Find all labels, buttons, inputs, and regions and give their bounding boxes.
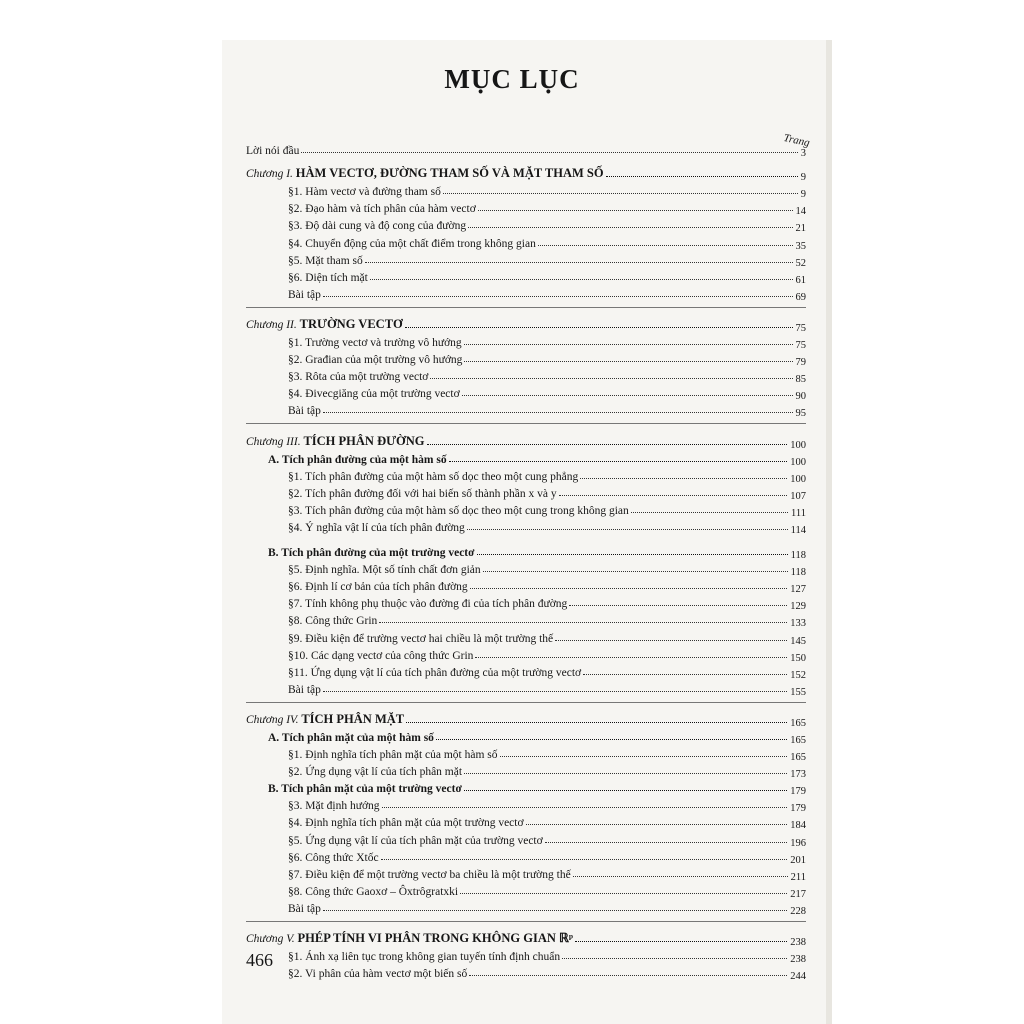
- dot-leader: [583, 673, 787, 675]
- toc-label-text: B. Tích phân đường của một trường vectơ: [268, 547, 475, 560]
- chapter-divider: [246, 307, 806, 308]
- toc-label: [268, 732, 434, 744]
- toc-label: [288, 633, 553, 645]
- toc-label-text: §11. Ứng dụng vật lí của tích phân đường của một trường vectơ: [288, 666, 582, 679]
- toc-label: [288, 488, 557, 500]
- toc-page: 184: [790, 820, 806, 832]
- toc-label-text: A. Tích phân mặt của một hàm số: [268, 732, 434, 744]
- toc-label: [288, 886, 458, 898]
- toc-page: 179: [790, 803, 806, 815]
- toc-entry: [246, 795, 806, 815]
- dot-leader: [323, 690, 787, 692]
- toc-label: [288, 817, 524, 829]
- toc-entry: [246, 744, 806, 764]
- toc-label-text: §7. Tính không phụ thuộc vào đường đi của tích phân đường: [288, 598, 568, 611]
- toc-chapter: [246, 164, 806, 184]
- toc-label: [288, 615, 377, 627]
- toc-label: [288, 598, 567, 610]
- toc-label-text: §3. Tích phân đường của một hàm số dọc theo một cung trong không gian: [288, 504, 629, 517]
- toc-page: 75: [795, 322, 806, 334]
- dot-leader: [427, 443, 788, 445]
- toc-label-text: Bài tập: [288, 902, 321, 915]
- toc-entry: [246, 963, 806, 983]
- dot-leader: [436, 738, 787, 740]
- dot-leader: [301, 151, 797, 153]
- toc-label: [288, 766, 462, 778]
- dot-leader: [477, 553, 788, 555]
- dot-leader: [500, 755, 788, 757]
- toc-page: 95: [795, 408, 806, 420]
- dot-leader: [545, 841, 788, 843]
- toc-label: [288, 371, 428, 383]
- toc-label: [288, 667, 581, 679]
- toc-entry: [246, 662, 806, 679]
- toc-label-text: Bài tập: [288, 405, 321, 418]
- toc-label-text: §7. Điều kiện để một trường vectơ ba chiều là một trường thế: [288, 868, 571, 881]
- toc-entry: [246, 250, 806, 267]
- dot-leader: [382, 806, 788, 808]
- toc-label: [288, 684, 321, 696]
- toc-label-text: §4. Định nghĩa tích phân mặt của một trường vectơ: [288, 817, 524, 830]
- dot-leader: [406, 721, 787, 723]
- toc-entry: [246, 761, 806, 781]
- toc-label-text: §1. Hàm vectơ và đường tham số: [288, 186, 441, 199]
- toc-label: [288, 388, 460, 400]
- toc-label: [268, 454, 447, 466]
- toc-page: 165: [790, 717, 806, 729]
- toc-page: 129: [790, 601, 806, 613]
- dot-leader: [475, 656, 787, 658]
- toc-page: 3: [800, 148, 806, 160]
- toc-entry: [246, 881, 806, 898]
- toc-entry: [246, 627, 806, 647]
- toc-label-text: §5. Định nghĩa. Một số tính chất đơn giản: [288, 564, 481, 577]
- toc-label-text: §4. Chuyển động của một chất điểm trong không gian: [288, 237, 536, 250]
- toc-page: 21: [795, 223, 806, 235]
- toc-label: [288, 852, 379, 864]
- toc-label-text: §5. Ứng dụng vật lí của tích phân mặt của trường vectơ: [288, 834, 543, 847]
- dot-leader: [467, 528, 788, 530]
- toc-label: [288, 951, 560, 963]
- toc-page: 201: [790, 854, 806, 866]
- toc-label: [288, 186, 441, 198]
- dot-leader: [606, 175, 798, 177]
- toc-entry: [246, 946, 806, 966]
- toc-page: 35: [795, 240, 806, 252]
- toc-label-text: §3. Độ dài cung và độ cong của đường: [288, 220, 467, 233]
- toc-page: 79: [795, 357, 806, 369]
- toc-label-text: PHÉP TÍNH VI PHÂN TRONG KHÔNG GIAN ℝᵖ: [297, 931, 573, 946]
- toc-label: [288, 835, 543, 847]
- toc-page: 173: [790, 769, 806, 781]
- chapter-prefix: Chương I.: [246, 168, 296, 181]
- toc-entry: [246, 332, 806, 352]
- toc-entry: [246, 284, 806, 301]
- toc-entry: [246, 679, 806, 696]
- toc-page: 196: [790, 837, 806, 849]
- toc-entry: [246, 181, 806, 201]
- toc-page: 165: [790, 752, 806, 764]
- toc-label: [288, 238, 536, 250]
- toc-label: [246, 317, 403, 332]
- dot-leader: [580, 477, 787, 479]
- toc-page: 9: [800, 172, 806, 184]
- toc-page: 133: [790, 618, 806, 630]
- toc-entry: [246, 500, 806, 517]
- dot-leader: [323, 411, 793, 413]
- toc-entry: [246, 645, 806, 662]
- toc-page: 61: [795, 274, 806, 286]
- chapter-prefix: Chương V.: [246, 933, 298, 946]
- dot-leader: [443, 192, 798, 194]
- toc-label-text: Bài tập: [288, 683, 321, 696]
- chapter-prefix: Chương IV.: [246, 713, 302, 726]
- toc-label: [288, 354, 462, 366]
- toc-entry: [246, 383, 806, 403]
- dot-leader: [379, 621, 787, 623]
- toc-label-text: A. Tích phân đường của một hàm số: [268, 453, 447, 466]
- toc-label-text: §8. Công thức Grin: [288, 615, 378, 628]
- toc-label: [288, 968, 467, 980]
- toc-entry: [246, 267, 806, 284]
- toc-label: [288, 289, 321, 301]
- toc-page: 152: [790, 669, 806, 681]
- page-column-header: Trang: [782, 132, 811, 150]
- toc-entry: [246, 593, 806, 613]
- dot-leader: [569, 604, 787, 606]
- toc-label-text: §3. Rôta của một trường vectơ: [288, 371, 429, 384]
- dot-leader: [460, 892, 787, 894]
- toc-label: [288, 903, 321, 915]
- dot-leader: [468, 226, 792, 228]
- toc-entry: [246, 898, 806, 915]
- toc-chapter: [246, 315, 806, 332]
- toc-label-text: B. Tích phân mặt của một trường vectơ: [268, 783, 462, 796]
- toc-page: 85: [795, 374, 806, 386]
- toc-label-text: §2. Ứng dụng vật lí của tích phân mặt: [288, 766, 463, 779]
- toc-label: [246, 930, 573, 946]
- toc-page: 217: [790, 888, 806, 900]
- toc-label: [268, 547, 475, 559]
- toc-label: [246, 712, 404, 727]
- toc-label-text: Bài tập: [288, 288, 321, 301]
- toc-entry: [246, 829, 806, 849]
- toc-label-text: §4. Ý nghĩa vật lí của tích phân đường: [288, 521, 465, 534]
- toc-page: 211: [790, 871, 806, 883]
- toc-label: [288, 522, 465, 534]
- toc-page: 114: [790, 524, 806, 536]
- dot-leader: [430, 377, 792, 379]
- toc-label: [268, 783, 462, 795]
- dot-leader: [555, 639, 787, 641]
- dot-leader: [449, 460, 788, 462]
- toc-label: [288, 800, 380, 812]
- dot-leader: [464, 772, 787, 774]
- toc-page: 14: [795, 206, 806, 218]
- dot-leader: [464, 789, 787, 791]
- toc-label-text: §1. Ánh xạ liên tục trong không gian tuyến tính định chuẩn: [288, 951, 561, 964]
- dot-leader: [405, 326, 793, 328]
- toc-page: 100: [790, 456, 806, 468]
- toc-label-text: TRƯỜNG VECTƠ: [299, 316, 403, 331]
- toc-entry: [246, 366, 806, 386]
- toc-page: 90: [795, 391, 806, 403]
- toc-label-text: §5. Mặt tham số: [288, 254, 363, 267]
- table-of-contents: [246, 140, 806, 983]
- toc-page: 107: [790, 490, 806, 502]
- toc-page: 75: [795, 340, 806, 352]
- toc-chapter: [246, 929, 806, 949]
- dot-leader: [370, 278, 793, 280]
- dot-leader: [573, 875, 788, 877]
- toc-page: 145: [790, 635, 806, 647]
- toc-label: [246, 434, 425, 449]
- dot-leader: [483, 570, 788, 572]
- toc-page: 100: [790, 439, 806, 451]
- dot-leader: [462, 394, 793, 396]
- toc-page: 150: [790, 652, 806, 664]
- dot-leader: [562, 957, 787, 959]
- dot-leader: [559, 494, 788, 496]
- toc-label-text: §6. Diện tích mặt: [288, 271, 368, 284]
- toc-label-text: §2. Građian của một trường vô hướng: [288, 354, 463, 367]
- toc-entry: [246, 483, 806, 500]
- toc-label: [288, 581, 468, 593]
- toc-page: 111: [791, 507, 806, 519]
- toc-entry: [246, 198, 806, 218]
- toc-entry: [246, 559, 806, 579]
- toc-label: [288, 405, 321, 417]
- toc-label-text: Lời nói đầu: [246, 145, 300, 158]
- toc-label-text: §6. Công thức Xtốc: [288, 851, 379, 864]
- toc-page: 179: [790, 786, 806, 798]
- toc-label: [288, 505, 629, 517]
- toc-label: [288, 255, 363, 267]
- toc-entry: [246, 610, 806, 630]
- toc-label: [288, 869, 571, 881]
- toc-page: 238: [790, 937, 806, 949]
- dot-leader: [575, 940, 787, 942]
- toc-label: [288, 564, 481, 576]
- toc-label-text: §10. Các dạng vectơ của công thức Grin: [288, 649, 474, 662]
- dot-leader: [631, 511, 788, 513]
- toc-label: [288, 337, 462, 349]
- dot-leader: [323, 295, 793, 297]
- dot-leader: [365, 261, 793, 263]
- toc-entry: [246, 400, 806, 420]
- toc-label-text: §6. Định lí cơ bản của tích phân đường: [288, 581, 468, 594]
- dot-leader: [381, 858, 788, 860]
- toc-label: [288, 471, 578, 483]
- toc-entry: [246, 140, 806, 160]
- toc-entry: [246, 466, 806, 483]
- toc-label: [288, 203, 476, 215]
- toc-label: [288, 650, 473, 662]
- toc-label-text: TÍCH PHÂN ĐƯỜNG: [303, 433, 425, 448]
- toc-label: [288, 749, 498, 761]
- toc-part: [246, 449, 806, 466]
- chapter-prefix: Chương III.: [246, 435, 304, 448]
- page-number: 466: [246, 950, 273, 970]
- toc-page: 52: [795, 257, 806, 269]
- toc-entry: [246, 232, 806, 252]
- toc-label-text: §3. Mặt định hướng: [288, 800, 380, 813]
- dot-leader: [323, 909, 787, 911]
- toc-chapter: [246, 710, 806, 727]
- toc-page: 118: [790, 567, 806, 579]
- dot-leader: [469, 974, 787, 976]
- toc-entry: [246, 349, 806, 369]
- page-title: MỤC LỤC: [444, 64, 580, 94]
- toc-label: [288, 272, 368, 284]
- toc-label-text: §1. Tích phân đường của một hàm số dọc theo một cung phẳng: [288, 470, 579, 483]
- toc-label-text: §8. Công thức Gaoxơ – Ôxtrôgratxki: [288, 885, 459, 898]
- chapter-divider: [246, 921, 806, 922]
- toc-page: 100: [790, 473, 806, 485]
- toc-label-text: §1. Trường vectơ và trường vô hướng: [288, 337, 462, 350]
- toc-page: 155: [790, 686, 806, 698]
- toc-label-text: TÍCH PHÂN MẶT: [301, 711, 405, 726]
- chapter-prefix: Chương II.: [246, 318, 300, 331]
- dot-leader: [464, 343, 793, 345]
- toc-label-text: §9. Điều kiện để trường vectơ hai chiều là một trường thế: [288, 632, 554, 645]
- toc-page: 244: [790, 971, 806, 983]
- toc-label-text: §1. Định nghĩa tích phân mặt của một hàm số: [288, 749, 498, 762]
- chapter-divider: [246, 702, 806, 703]
- dot-leader: [464, 360, 792, 362]
- toc-part: [246, 727, 806, 744]
- toc-page: 9: [800, 189, 806, 201]
- toc-page: 238: [790, 954, 806, 966]
- page-edge: [826, 40, 832, 1024]
- chapter-divider: [246, 423, 806, 424]
- toc-page: 127: [790, 584, 806, 596]
- toc-part: [246, 542, 806, 562]
- toc-chapter: [246, 431, 806, 451]
- dot-leader: [538, 244, 793, 246]
- toc-label: [246, 145, 299, 157]
- toc-entry: [246, 517, 806, 534]
- toc-entry: [246, 847, 806, 864]
- toc-label-text: §2. Vi phân của hàm vectơ một biến số: [288, 968, 468, 981]
- toc-label-text: §2. Đạo hàm và tích phân của hàm vectơ: [288, 203, 476, 216]
- toc-label: [246, 166, 604, 181]
- toc-page: 118: [790, 550, 806, 562]
- dot-leader: [478, 209, 793, 211]
- toc-entry: [246, 576, 806, 596]
- toc-entry: [246, 215, 806, 235]
- toc-part: [246, 778, 806, 798]
- toc-page: 69: [795, 291, 806, 303]
- dot-leader: [470, 587, 788, 589]
- toc-page: 165: [790, 735, 806, 746]
- toc-page: 228: [790, 905, 806, 917]
- toc-label: [288, 220, 466, 232]
- toc-label-text: HÀM VECTƠ, ĐƯỜNG THAM SỐ VÀ MẶT THAM SỐ: [295, 166, 604, 181]
- toc-label-text: §4. Đivecgiăng của một trường vectơ: [288, 388, 460, 401]
- toc-label-text: §2. Tích phân đường đối với hai biến số thành phần x và y: [288, 487, 557, 500]
- dot-leader: [526, 823, 788, 825]
- toc-entry: [246, 864, 806, 881]
- toc-entry: [246, 812, 806, 832]
